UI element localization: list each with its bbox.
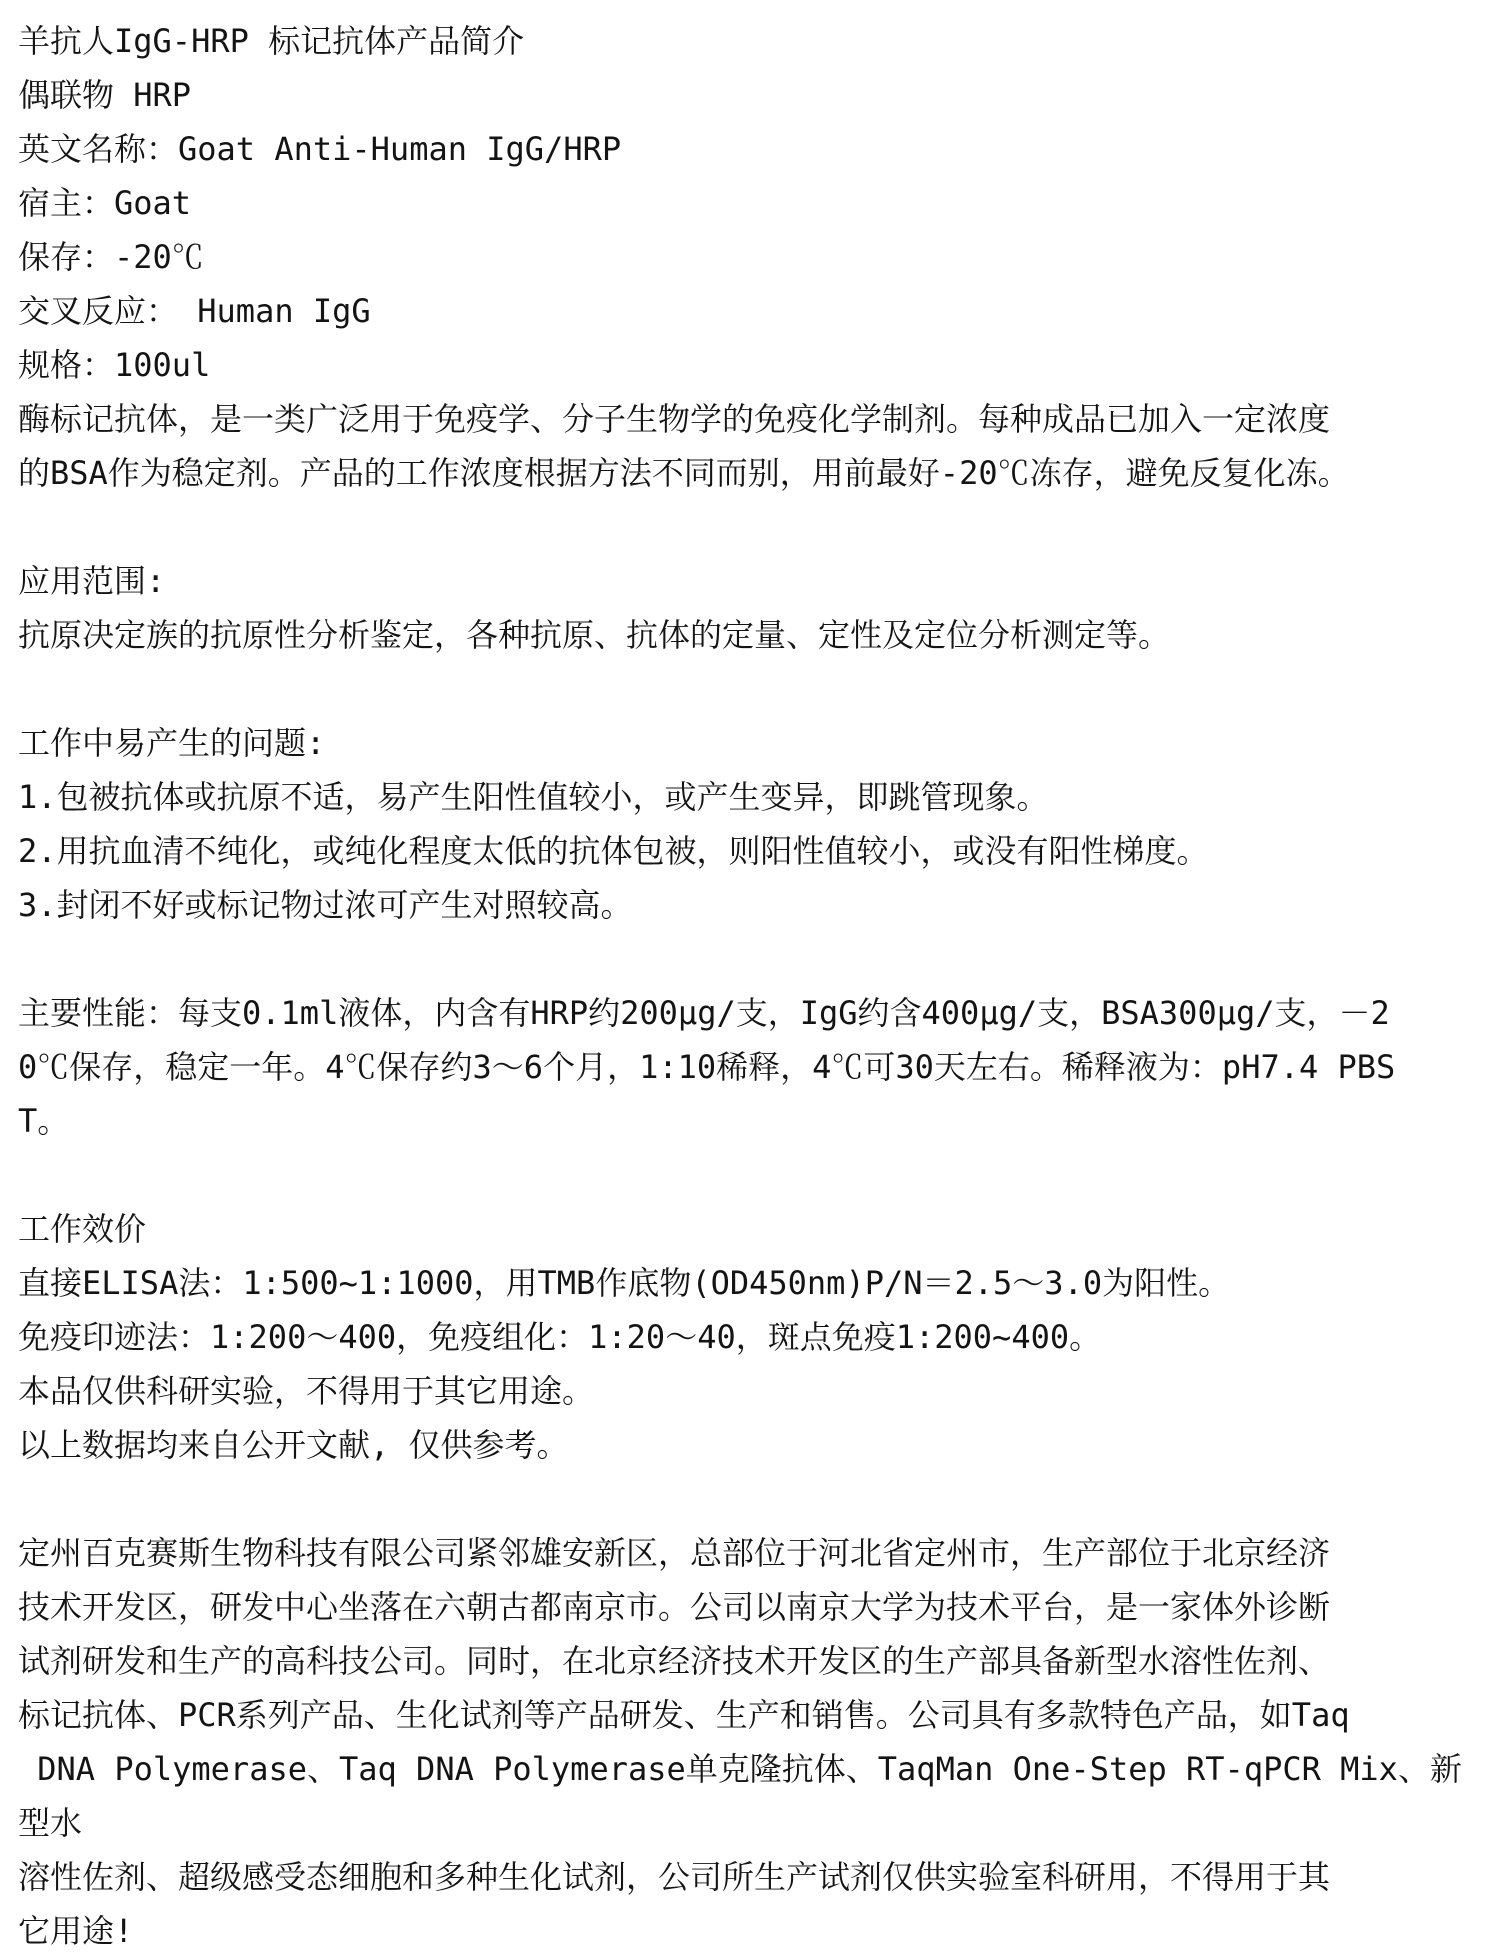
conjugate-line: 偶联物 HRP: [18, 76, 192, 114]
paragraph-gap: [18, 500, 1484, 554]
company-line: 溶性佐剂、超级感受态细胞和多种生化试剂，公司所生产试剂仅供实验室科研用，不得用于其: [18, 1858, 1331, 1896]
application-heading: 应用范围:: [18, 562, 166, 600]
performance-line: T。: [18, 1102, 70, 1140]
company-line: DNA Polymerase、Taq DNA Polymerase单克隆抗体、TaqMan One-Step RT-qPCR Mix、新型水: [18, 1750, 1462, 1842]
problem-item: 1.包被抗体或抗原不适，易产生阳性值较小，或产生变异，即跳管现象。: [18, 778, 1049, 816]
cross-reactivity-line: 交叉反应： Human IgG: [18, 292, 371, 330]
paragraph-gap: [18, 1148, 1484, 1202]
company-line: 技术开发区，研发中心坐落在六朝古都南京市。公司以南京大学为技术平台，是一家体外诊断: [18, 1588, 1331, 1626]
storage-line: 保存：-20℃: [18, 238, 204, 276]
application-text: 抗原决定族的抗原性分析鉴定，各种抗原、抗体的定量、定性及定位分析测定等。: [18, 616, 1171, 654]
spec-line: 规格：100ul: [18, 346, 211, 384]
paragraph-gap: [18, 662, 1484, 716]
product-title: 羊抗人IgG-HRP 标记抗体产品简介: [18, 22, 525, 60]
performance-line: 主要性能：每支0.1ml液体，内含有HRP约200μg/支，IgG约含400μg/支，BSA300μg/支，－2: [18, 994, 1390, 1032]
intro-line: 酶标记抗体，是一类广泛用于免疫学、分子生物学的免疫化学制剂。每种成品已加入一定浓度: [18, 400, 1331, 438]
performance-line: 0℃保存，稳定一年。4℃保存约3～6个月，1:10稀释，4℃可30天左右。稀释液为：pH7.4 PBS: [18, 1048, 1396, 1086]
problem-item: 2.用抗血清不纯化，或纯化程度太低的抗体包被，则阳性值较小，或没有阳性梯度。: [18, 832, 1209, 870]
company-line: 定州百克赛斯生物科技有限公司紧邻雄安新区，总部位于河北省定州市，生产部位于北京经济: [18, 1534, 1331, 1572]
titer-line: 本品仅供科研实验，不得用于其它用途。: [18, 1372, 595, 1410]
titer-line: 免疫印迹法：1:200～400，免疫组化：1:20～40，斑点免疫1:200~400。: [18, 1318, 1102, 1356]
titer-heading: 工作效价: [18, 1210, 147, 1248]
product-document: [18, 14, 1484, 1958]
english-name-line: 英文名称：Goat Anti-Human IgG/HRP: [18, 130, 622, 168]
company-line: 标记抗体、PCR系列产品、生化试剂等产品研发、生产和销售。公司具有多款特色产品，如Taq: [18, 1696, 1350, 1734]
intro-line: 的BSA作为稳定剂。产品的工作浓度根据方法不同而别，用前最好-20℃冻存，避免反复化冻。: [18, 454, 1350, 492]
problem-item: 3.封闭不好或标记物过浓可产生对照较高。: [18, 886, 633, 924]
company-line: 试剂研发和生产的高科技公司。同时，在北京经济技术开发区的生产部具备新型水溶性佐剂、: [18, 1642, 1331, 1680]
problems-heading: 工作中易产生的问题:: [18, 724, 326, 762]
paragraph-gap: [18, 932, 1484, 986]
host-line: 宿主：Goat: [18, 184, 192, 222]
titer-line: 直接ELISA法：1:500~1:1000，用TMB作底物(OD450nm)P/N＝2.5～3.0为阳性。: [18, 1264, 1231, 1302]
company-line: 它用途!: [18, 1912, 134, 1950]
titer-line: 以上数据均来自公开文献, 仅供参考。: [18, 1426, 569, 1464]
paragraph-gap: [18, 1472, 1484, 1526]
